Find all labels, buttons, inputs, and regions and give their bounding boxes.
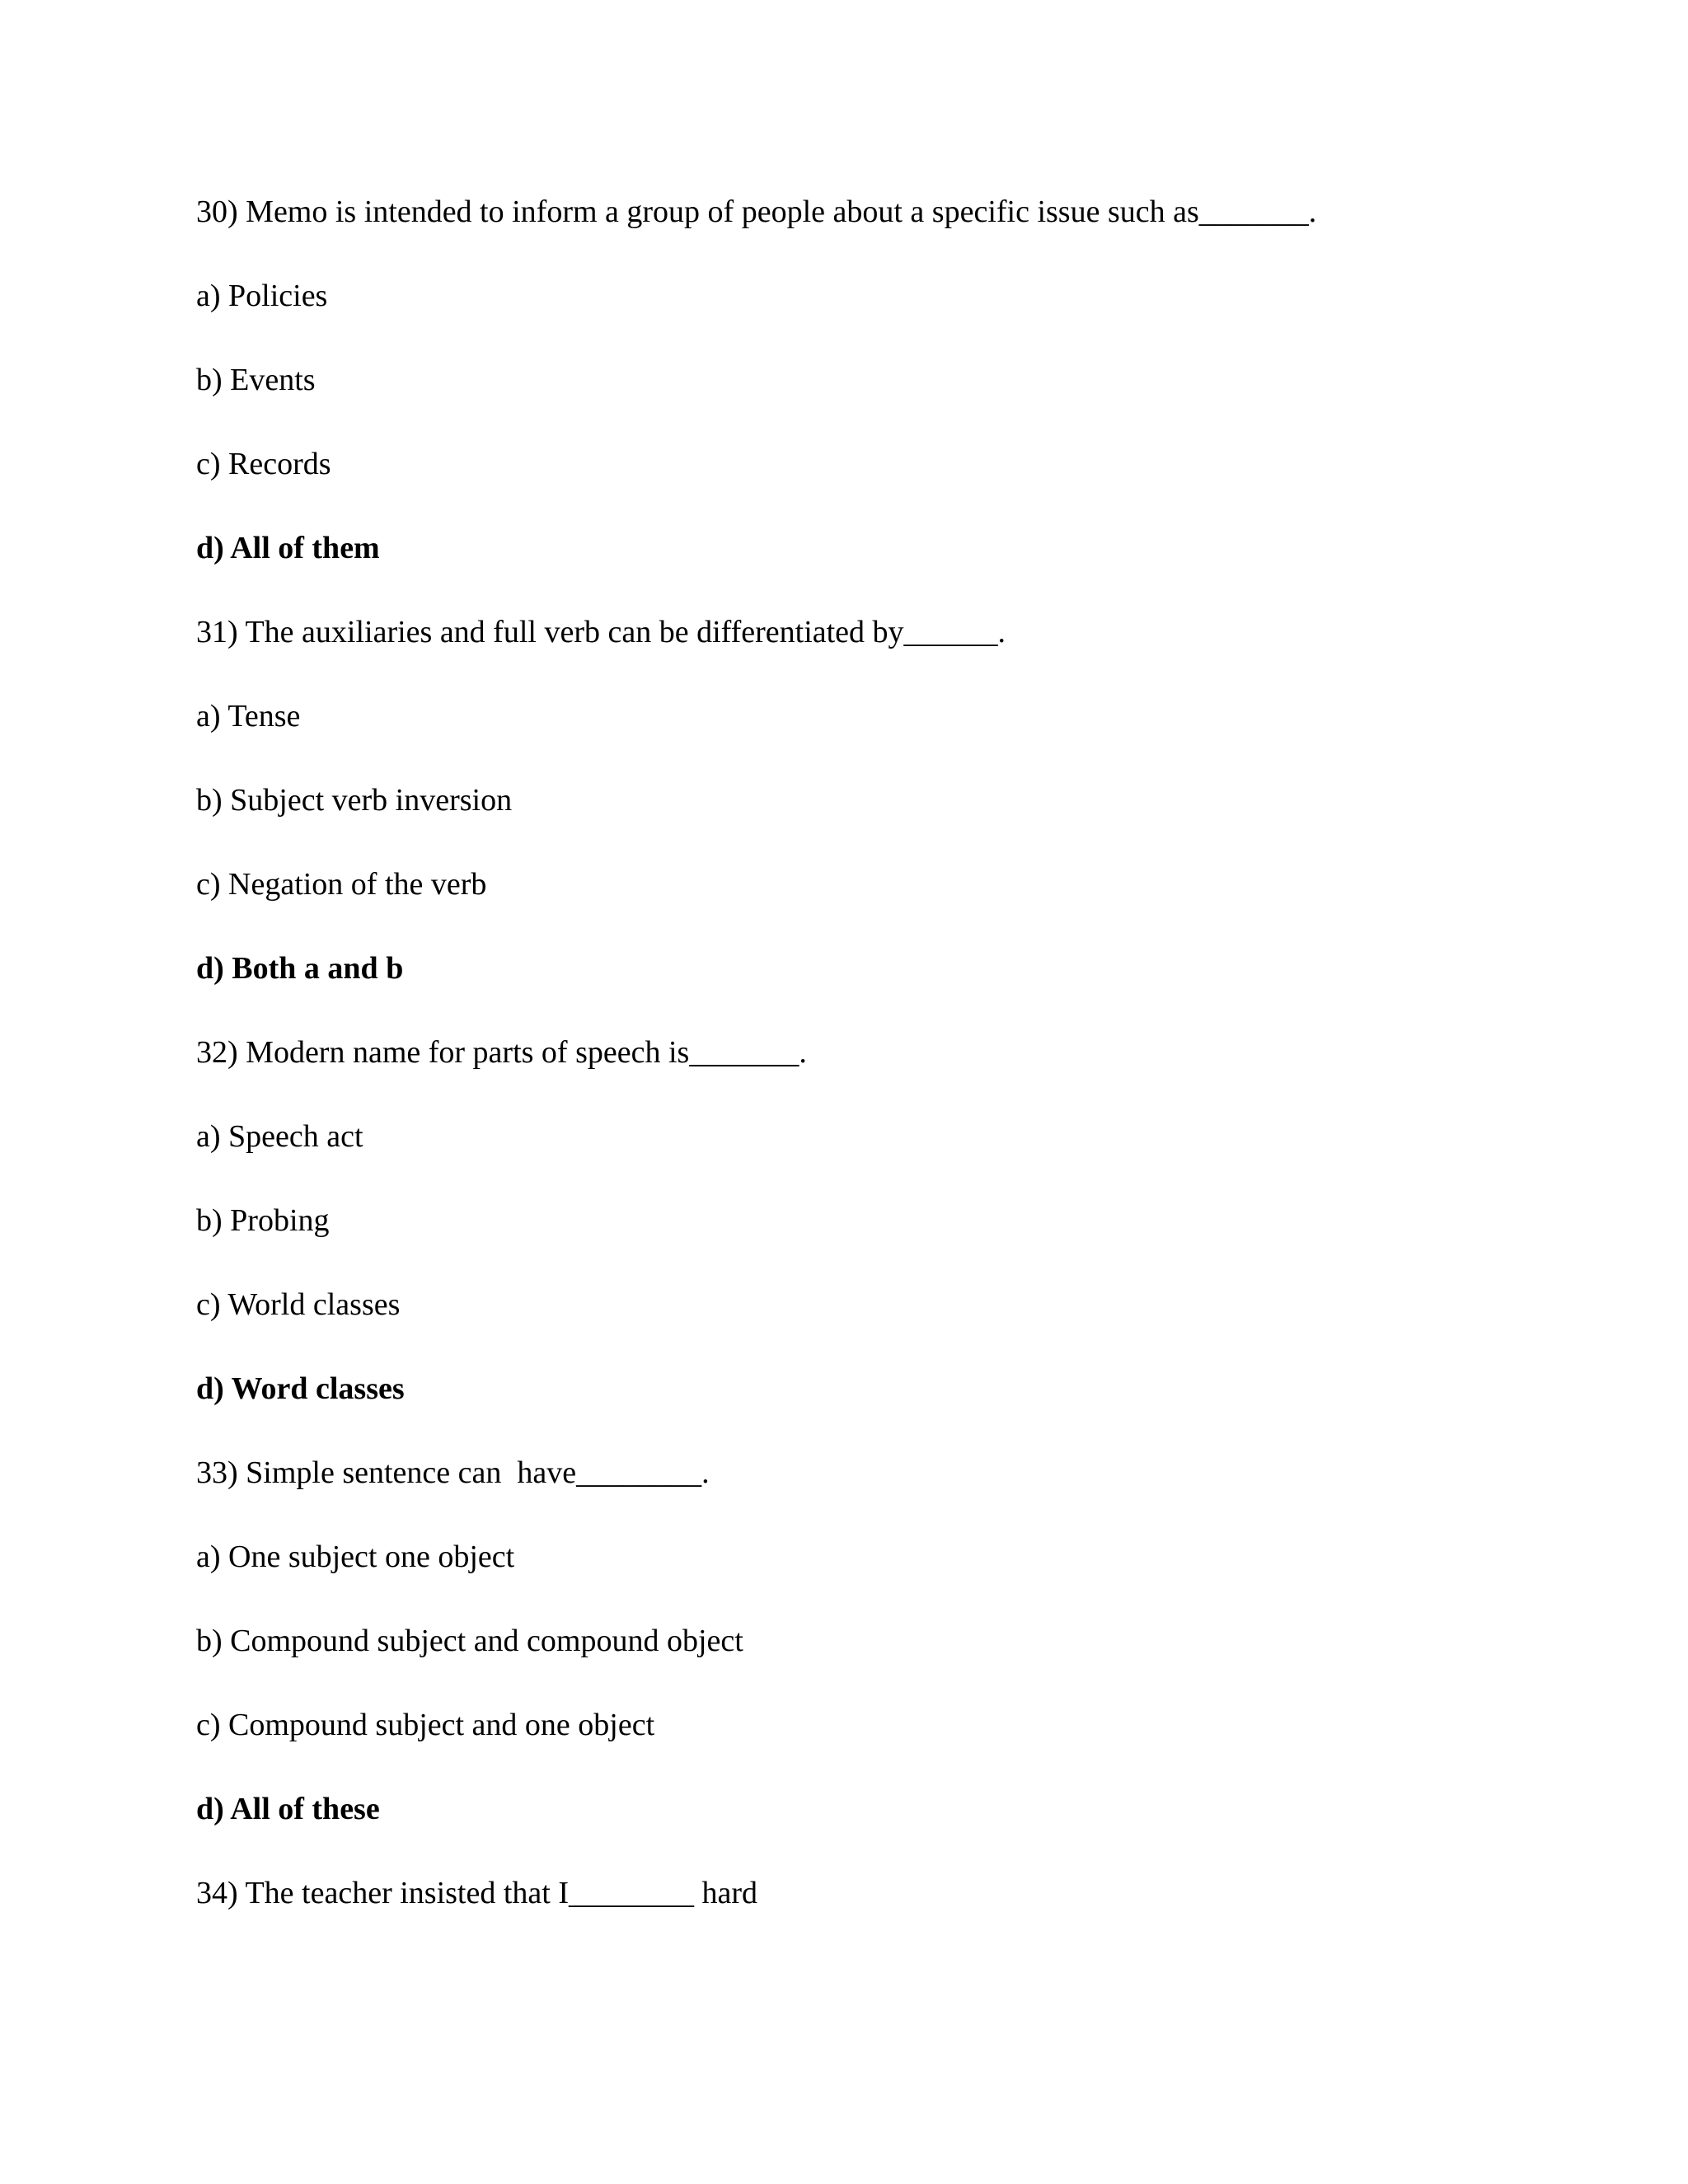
- q32-option-b: b) Probing: [196, 1203, 330, 1238]
- question-31: 31) The auxiliaries and full verb can be differentiated by______.: [196, 615, 1006, 649]
- q33-option-d-answer: d) All of these: [196, 1792, 380, 1826]
- q30-option-c: c) Records: [196, 447, 331, 481]
- question-33: 33) Simple sentence can have________.: [196, 1455, 710, 1490]
- q31-option-c: c) Negation of the verb: [196, 867, 487, 902]
- q33-option-a: a) One subject one object: [196, 1540, 515, 1574]
- q32-option-d-answer: d) Word classes: [196, 1371, 405, 1406]
- q31-option-a: a) Tense: [196, 699, 301, 733]
- q30-option-a: a) Policies: [196, 279, 328, 313]
- q33-option-c: c) Compound subject and one object: [196, 1708, 655, 1742]
- question-34: 34) The teacher insisted that I________ hard: [196, 1876, 757, 1910]
- q31-option-d-answer: d) Both a and b: [196, 951, 404, 986]
- q33-option-b: b) Compound subject and compound object: [196, 1624, 743, 1658]
- q32-option-c: c) World classes: [196, 1287, 401, 1322]
- q30-option-d-answer: d) All of them: [196, 531, 380, 565]
- q32-option-a: a) Speech act: [196, 1119, 363, 1154]
- q31-option-b: b) Subject verb inversion: [196, 783, 513, 818]
- q30-option-b: b) Events: [196, 363, 316, 397]
- question-30: 30) Memo is intended to inform a group of people about a specific issue such as_______.: [196, 194, 1317, 229]
- document-page: [196, 194, 1482, 1959]
- question-32: 32) Modern name for parts of speech is_______.: [196, 1035, 807, 1070]
